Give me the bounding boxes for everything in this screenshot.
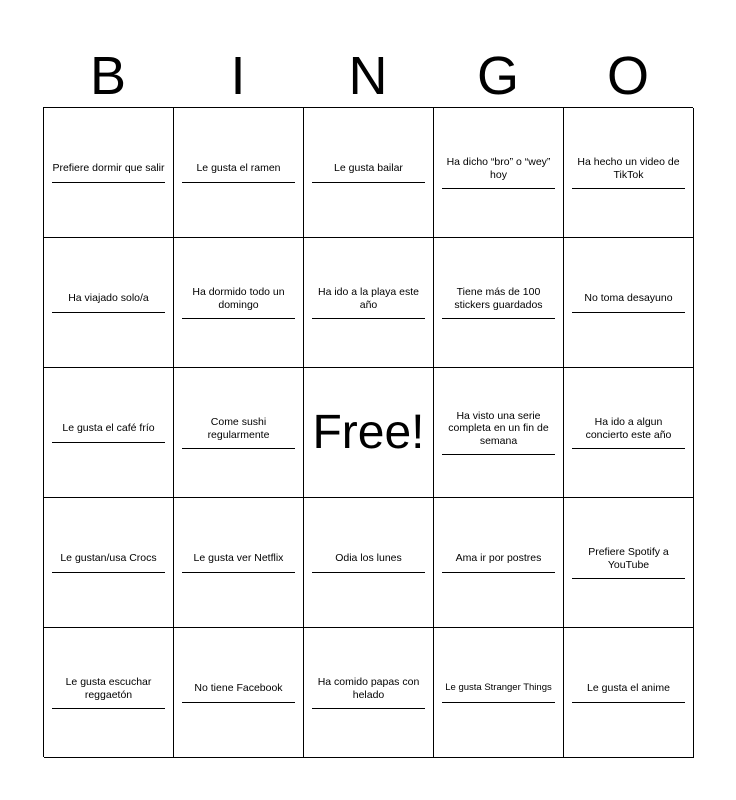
cell-text: Le gusta bailar xyxy=(312,162,425,183)
cell-text: Le gusta el ramen xyxy=(182,162,295,183)
bingo-cell[interactable] xyxy=(434,628,564,758)
bingo-cell[interactable] xyxy=(174,368,304,498)
bingo-cell[interactable] xyxy=(564,498,694,628)
cell-text: Ha hecho un video de TikTok xyxy=(572,156,685,189)
header-letter-n: N xyxy=(348,46,388,106)
cell-text: No toma desayuno xyxy=(572,292,685,313)
bingo-cell[interactable] xyxy=(564,238,694,368)
bingo-cell[interactable] xyxy=(304,498,434,628)
cell-text: Le gusta escuchar reggaetón xyxy=(52,676,165,709)
bingo-cell[interactable] xyxy=(304,238,434,368)
bingo-cell[interactable] xyxy=(44,238,174,368)
bingo-cell[interactable] xyxy=(434,498,564,628)
bingo-cell[interactable] xyxy=(304,108,434,238)
bingo-cell[interactable] xyxy=(44,368,174,498)
bingo-cell[interactable] xyxy=(564,368,694,498)
bingo-cell[interactable] xyxy=(434,368,564,498)
cell-text: Odia los lunes xyxy=(312,552,425,573)
cell-text: Come sushi regularmente xyxy=(182,416,295,449)
cell-text: Ha dormido todo un domingo xyxy=(182,286,295,319)
cell-text: Le gusta el café frío xyxy=(52,422,165,443)
bingo-cell[interactable] xyxy=(304,628,434,758)
header-letter-o: O xyxy=(606,46,649,106)
bingo-cell[interactable] xyxy=(174,628,304,758)
bingo-cell[interactable] xyxy=(174,498,304,628)
bingo-grid xyxy=(43,107,693,757)
bingo-cell[interactable] xyxy=(434,108,564,238)
cell-text: Prefiere dormir que salir xyxy=(52,162,165,183)
bingo-header xyxy=(43,46,693,106)
cell-text: Le gusta Stranger Things xyxy=(442,682,555,703)
cell-text: Tiene más de 100 stickers guardados xyxy=(442,286,555,319)
cell-text: Ha ido a la playa este año xyxy=(312,286,425,319)
bingo-cell[interactable] xyxy=(174,108,304,238)
bingo-cell[interactable] xyxy=(44,498,174,628)
cell-text: Ha ido a algun concierto este año xyxy=(572,416,685,449)
bingo-cell[interactable] xyxy=(44,108,174,238)
header-letter-i: I xyxy=(230,46,246,106)
header-letter-g: G xyxy=(476,46,519,106)
cell-text: Prefiere Spotify a YouTube xyxy=(572,546,685,579)
bingo-cell[interactable] xyxy=(564,628,694,758)
free-space[interactable] xyxy=(304,368,434,498)
cell-text: Ha dicho “bro” o “wey” hoy xyxy=(442,156,555,189)
cell-text: Ha comido papas con helado xyxy=(312,676,425,709)
cell-text: Ha viajado solo/a xyxy=(52,292,165,313)
cell-text: No tiene Facebook xyxy=(182,682,295,703)
cell-text: Le gusta el anime xyxy=(572,682,685,703)
free-space-label: Free! xyxy=(312,405,425,459)
bingo-cell[interactable] xyxy=(564,108,694,238)
header-letter-b: B xyxy=(89,46,127,106)
bingo-cell[interactable] xyxy=(174,238,304,368)
bingo-cell[interactable] xyxy=(44,628,174,758)
cell-text: Le gustan/usa Crocs xyxy=(52,552,165,573)
cell-text: Ha visto una serie completa en un fin de semana xyxy=(442,410,555,456)
bingo-cell[interactable] xyxy=(434,238,564,368)
cell-text: Le gusta ver Netflix xyxy=(182,552,295,573)
cell-text: Ama ir por postres xyxy=(442,552,555,573)
